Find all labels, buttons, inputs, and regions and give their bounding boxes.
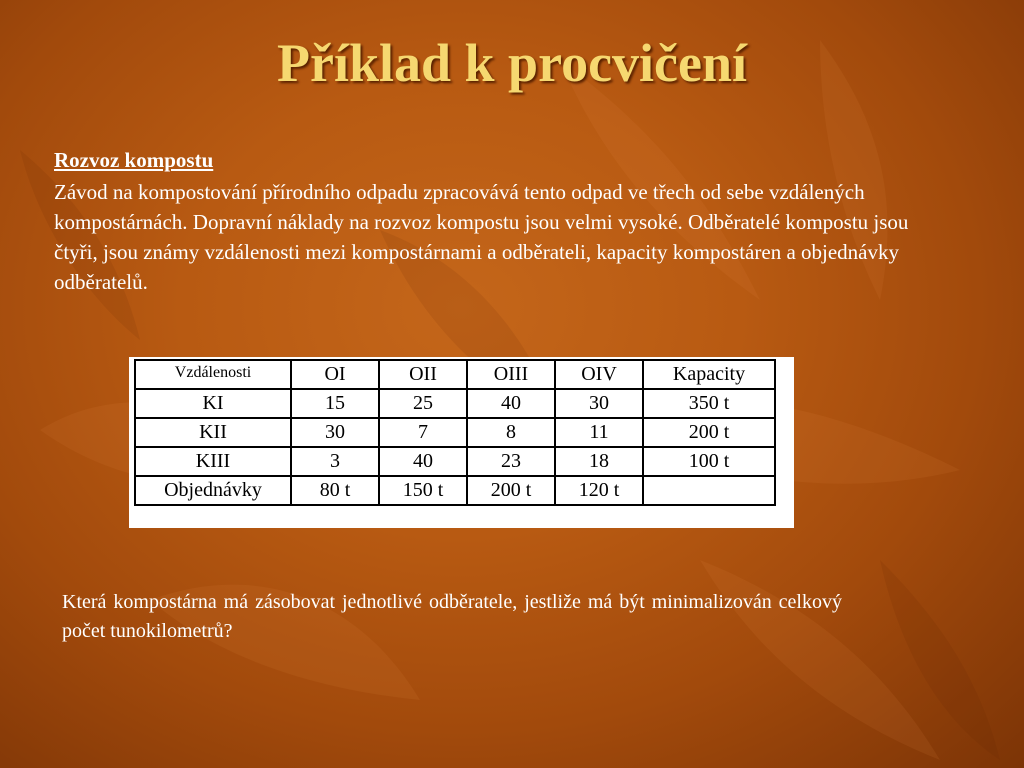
table-cell: 150 t [379,476,467,505]
table-cell: 18 [555,447,643,476]
row-label: KII [135,418,291,447]
table-row [135,476,775,505]
table-cell: 3 [291,447,379,476]
table-cell: 200 t [643,418,775,447]
column-header: OIV [555,360,643,389]
question-paragraph: Která kompostárna má zásobovat jednotlivé odběratele, jestliže má být minimalizován celkový počet tunokilometrů? [62,591,842,642]
column-header: OIII [467,360,555,389]
table-row [135,389,775,418]
table-cell: 200 t [467,476,555,505]
table-cell: 8 [467,418,555,447]
table-cell: 7 [379,418,467,447]
table-cell: 40 [379,447,467,476]
table-cell: 120 t [555,476,643,505]
corner-header: Vzdálenosti [135,360,291,389]
table-cell: 11 [555,418,643,447]
table-cell: 350 t [643,389,775,418]
column-header: OII [379,360,467,389]
row-label: KIII [135,447,291,476]
table-cell: 23 [467,447,555,476]
column-header: OI [291,360,379,389]
table-cell: 30 [555,389,643,418]
table-cell: 100 t [643,447,775,476]
table-row [135,447,775,476]
distance-table [134,359,776,506]
table-cell: 30 [291,418,379,447]
table-cell: 25 [379,389,467,418]
slide-title: Příklad k procvičení [276,33,748,93]
intro-paragraph: Závod na kompostování přírodního odpadu zpracovává tento odpad ve třech od sebe vzdálených kompostárnách. Dopravní náklady na rozvoz kompostu jsou velmi vysoké. Odběratelé kompostu jsou čtyři, jsou známy vzdálenosti mezi kompostárnami a odběrateli, kapacity kompostáren a objednávky odběratelů. [54,180,909,294]
table-cell: 80 t [291,476,379,505]
table-cell [643,476,775,505]
section-heading: Rozvoz kompostu [54,148,214,172]
row-label: Objednávky [135,476,291,505]
row-label: KI [135,389,291,418]
table-header-row [135,360,775,389]
table-row [135,418,775,447]
column-header: Kapacity [643,360,775,389]
distance-table-panel [129,357,794,528]
table-cell: 40 [467,389,555,418]
table-cell: 15 [291,389,379,418]
